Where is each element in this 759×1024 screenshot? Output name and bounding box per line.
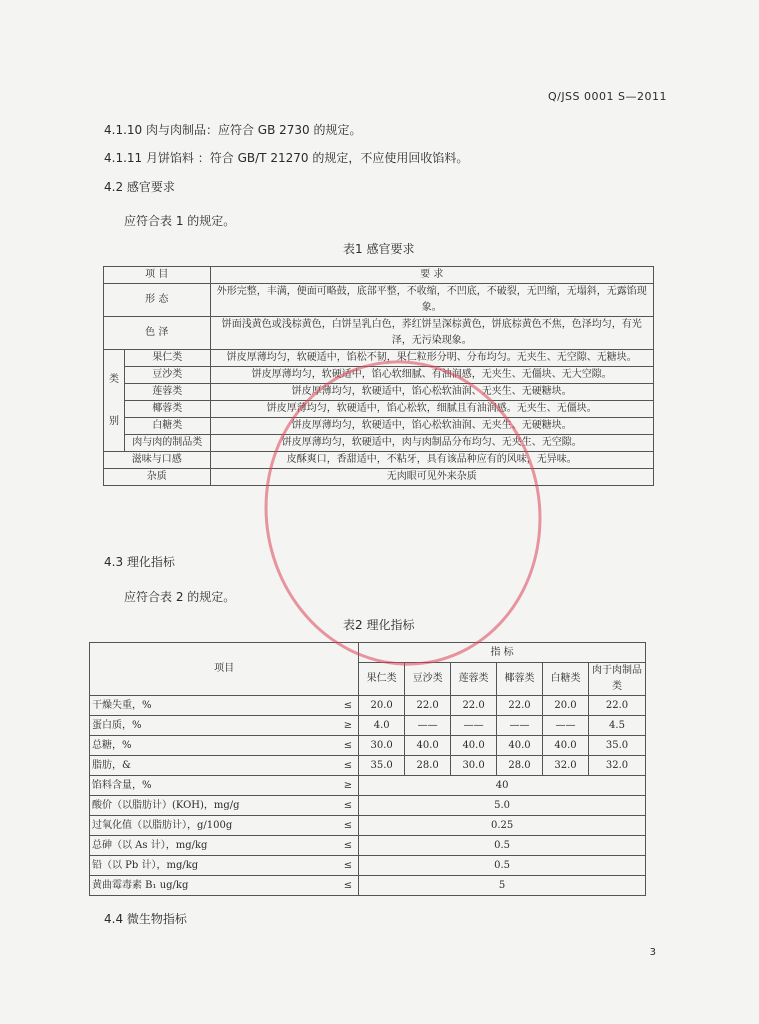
table-cell: 饼皮厚薄均匀，软硬适中，馅心松软油润、无夹生、无硬糖块。 (210, 384, 653, 401)
table-cell: ≤ (338, 736, 359, 756)
table-cell: 40.0 (543, 736, 589, 756)
table-row (90, 876, 646, 896)
table-cell: 28.0 (405, 756, 451, 776)
clause-4-1-11: 4.1.11 月饼馅料 ：符合 GB/T 21270 的规定，不应使用回收馅料。 (104, 151, 469, 165)
table-cell: ≤ (338, 856, 359, 876)
table-cell: 40.0 (451, 736, 497, 756)
table-row (90, 756, 646, 776)
table-cell: 滋味与口感 (104, 452, 211, 469)
table-cell: —— (497, 716, 543, 736)
table-cell: ≤ (338, 836, 359, 856)
table-row (90, 716, 646, 736)
table-cell: 4.5 (589, 716, 646, 736)
table-cell: 总糖，% (90, 736, 338, 756)
section-4-4-heading: 4.4 微生物指标 (104, 912, 187, 926)
table-cell: 40.0 (497, 736, 543, 756)
table-cell: 0.5 (359, 856, 646, 876)
table-cell: 30.0 (359, 736, 405, 756)
table-cell: 22.0 (589, 696, 646, 716)
table-row (104, 317, 654, 350)
table-row (104, 384, 654, 401)
table-cell: 铅（以 Pb 计），mg/kg (90, 856, 338, 876)
clause-4-1-10: 4.1.10 肉与肉制品：应符合 GB 2730 的规定。 (104, 123, 362, 137)
table-cell: 22.0 (405, 696, 451, 716)
table-row (104, 401, 654, 418)
table-row (90, 856, 646, 876)
table-cell: 饼皮厚薄均匀，软硬适中，馅松不韧，果仁粒形分明、分布均匀。无夹生、无空隙、无糖块。 (210, 350, 653, 367)
table-cell: ≤ (338, 876, 359, 896)
category-char: 别 (109, 415, 119, 427)
section-4-3-text: 应符合表 2 的规定。 (124, 590, 236, 604)
table-cell: 馅料含量，% (90, 776, 338, 796)
table-cell: 饼面浅黄色或浅棕黄色，白饼呈乳白色，荞红饼呈深棕黄色，饼底棕黄色不焦，色泽均匀，有光泽，无污染现象。 (210, 317, 653, 350)
table-cell: 20.0 (359, 696, 405, 716)
table-cell: ≤ (338, 696, 359, 716)
table2-col-header: 肉于肉制品类 (589, 663, 646, 696)
table2-col-header: 豆沙类 (405, 663, 451, 696)
table-cell: 皮酥爽口，香甜适中，不粘牙，具有该品种应有的风味，无异味。 (210, 452, 653, 469)
table-cell: 4.0 (359, 716, 405, 736)
sensory-requirements-table (103, 266, 654, 486)
table-cell: 5.0 (359, 796, 646, 816)
table-cell: 32.0 (543, 756, 589, 776)
table2-caption: 表2 理化指标 (343, 618, 415, 632)
table-row (104, 267, 654, 284)
table-cell: 5 (359, 876, 646, 896)
table2-col-header: 椰蓉类 (497, 663, 543, 696)
page-number: 3 (649, 947, 656, 958)
table-cell: 22.0 (497, 696, 543, 716)
table-cell: 杂质 (104, 469, 211, 486)
table-row (90, 696, 646, 716)
table-cell: 干燥失重，% (90, 696, 338, 716)
table-cell: ≤ (338, 796, 359, 816)
table-row (104, 284, 654, 317)
table-row (90, 736, 646, 756)
table-cell: ≥ (338, 716, 359, 736)
table-cell: 35.0 (359, 756, 405, 776)
table-row (90, 643, 646, 663)
table-row (90, 796, 646, 816)
table2-header-item: 项目 (90, 643, 359, 696)
table-cell: 肉与肉的制品类 (125, 435, 211, 452)
table2-col-header: 莲蓉类 (451, 663, 497, 696)
table1-header-item: 项 目 (104, 267, 211, 284)
table-cell: —— (405, 716, 451, 736)
table-cell: 外形完整，丰满，便面可略鼓，底部平整，不收缩，不凹底，不破裂，无凹缩，无塌斜，无露馅现象。 (210, 284, 653, 317)
category-char: 类 (109, 373, 119, 385)
section-4-3-heading: 4.3 理化指标 (104, 555, 175, 569)
header-code: Q/JSS 0001 S—2011 (547, 90, 667, 103)
table2-col-header: 果仁类 (359, 663, 405, 696)
table-cell: 0.25 (359, 816, 646, 836)
table-cell: 过氧化值（以脂肪计），g/100g (90, 816, 338, 836)
table-cell: 形 态 (104, 284, 211, 317)
table-cell: 椰蓉类 (125, 401, 211, 418)
table-cell: ≤ (338, 816, 359, 836)
table-cell: —— (451, 716, 497, 736)
table-cell: 饼皮厚薄均匀，软硬适中，馅心松软，细腻且有油润感。无夹生、无僵块。 (210, 401, 653, 418)
table-cell: 白糖类 (125, 418, 211, 435)
table-cell: 饼皮厚薄均匀，软硬适中，馅心松软油润、无夹生、无硬糖块。 (210, 418, 653, 435)
table-cell: 22.0 (451, 696, 497, 716)
table-cell: 20.0 (543, 696, 589, 716)
table-row (104, 418, 654, 435)
table2-col-header: 白糖类 (543, 663, 589, 696)
table-row (104, 367, 654, 384)
table1-caption: 表1 感官要求 (343, 242, 415, 256)
table-cell: 32.0 (589, 756, 646, 776)
table-cell: 28.0 (497, 756, 543, 776)
physicochemical-table (89, 642, 646, 896)
table-cell: 饼皮厚薄均匀，软硬适中，馅心软细腻、有油润感，无夹生、无僵块、无大空隙。 (210, 367, 653, 384)
table-cell: 莲蓉类 (125, 384, 211, 401)
table-cell: 蛋白质，% (90, 716, 338, 736)
table-cell: 脂肪，& (90, 756, 338, 776)
table-cell: 色 泽 (104, 317, 211, 350)
table-cell: 无肉眼可见外来杂质 (210, 469, 653, 486)
table-row (90, 776, 646, 796)
table1-header-req: 要 求 (210, 267, 653, 284)
table-cell: 40 (359, 776, 646, 796)
table-row (104, 435, 654, 452)
table-cell: 酸价（以脂肪计）(KOH)，mg/g (90, 796, 338, 816)
category-label (104, 350, 125, 452)
table-cell: 豆沙类 (125, 367, 211, 384)
table-cell: 饼皮厚薄均匀，软硬适中，肉与肉制品分布均匀、无夹生、无空隙。 (210, 435, 653, 452)
table2-header-index: 指 标 (359, 643, 646, 663)
table-row (104, 469, 654, 486)
table-cell: 35.0 (589, 736, 646, 756)
table-row (104, 350, 654, 367)
table-row (90, 816, 646, 836)
table-cell: —— (543, 716, 589, 736)
table-cell: ≥ (338, 776, 359, 796)
section-4-2-heading: 4.2 感官要求 (104, 180, 175, 194)
table-row (90, 836, 646, 856)
table-cell: 黄曲霉毒素 B₁ ug/kg (90, 876, 338, 896)
table-cell: 30.0 (451, 756, 497, 776)
table-cell: 总砷（以 As 计），mg/kg (90, 836, 338, 856)
table-cell: 0.5 (359, 836, 646, 856)
table-cell: ≤ (338, 756, 359, 776)
table-row (104, 452, 654, 469)
table-cell: 40.0 (405, 736, 451, 756)
table-cell: 果仁类 (125, 350, 211, 367)
section-4-2-text: 应符合表 1 的规定。 (124, 214, 236, 228)
